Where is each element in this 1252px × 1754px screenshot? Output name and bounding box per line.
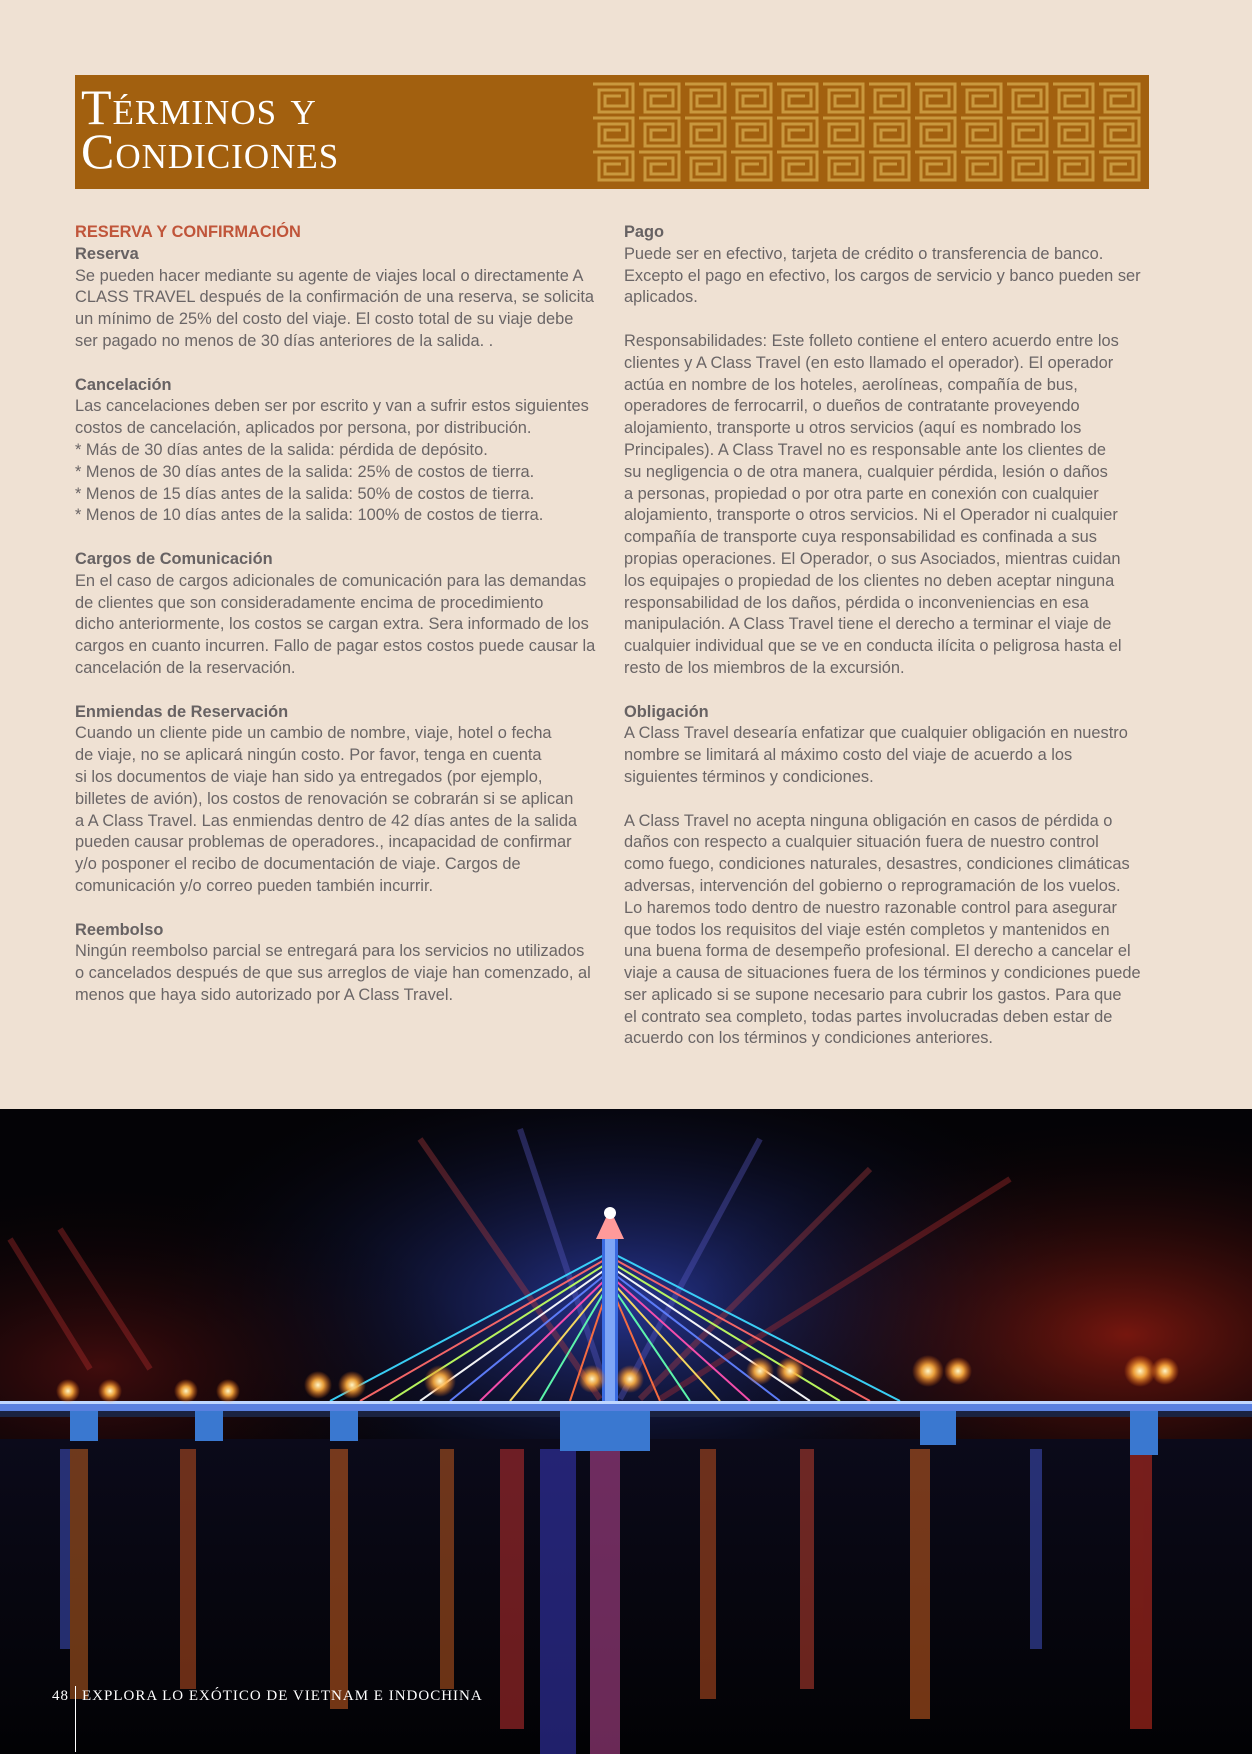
text-line: siguientes términos y condiciones. <box>624 767 874 786</box>
text-line: CLASS TRAVEL después de la confirmación de una reserva, se solicita <box>75 288 595 307</box>
text-line: aplicados. <box>624 288 698 307</box>
text-line: En el caso de cargos adicionales de comunicación para las demandas <box>75 571 587 590</box>
text-line: una buena forma de desempeño profesional. El derecho a cancelar el <box>624 942 1131 961</box>
text-line: ser aplicado si se supone necesario para cubrir los gastos. Para que <box>624 985 1122 1004</box>
text-line: adversas, intervención del gobierno o reprogramación de los vuelos. <box>624 876 1121 895</box>
text-line: el contrato sea completo, todas partes involucradas deben estar de <box>624 1007 1113 1026</box>
paragraph-obligacion-detalle <box>624 811 1154 1051</box>
paragraph-enmiendas <box>75 723 605 897</box>
left-column <box>75 222 605 1007</box>
title-banner <box>75 75 1149 189</box>
heading-reembolso: Reembolso <box>75 920 164 939</box>
greek-fret-pattern <box>590 81 1143 183</box>
paragraph-reserva <box>75 266 605 353</box>
text-line: a A Class Travel. Las enmiendas dentro de 42 días antes de la salida <box>75 811 578 830</box>
heading-pago: Pago <box>624 223 665 241</box>
text-line: cancelación de la reservación. <box>75 658 296 677</box>
text-line: pueden causar problemas de operadores., incapacidad de confirmar <box>75 833 572 852</box>
heading-enmiendas: Enmiendas de Reservación <box>75 702 289 721</box>
paragraph-reembolso <box>75 941 605 1006</box>
text-line: billetes de avión), los costos de renovación se cobrarán si se aplican <box>75 789 574 808</box>
text-line: su negligencia o de otra manera, cualquier pérdida, lesión o daños <box>624 462 1108 481</box>
text-line: Ningún reembolso parcial se entregará para los servicios no utilizados <box>75 942 585 961</box>
page-number: 48 <box>52 1688 69 1704</box>
list-item: * Menos de 10 días antes de la salida: 100% de costos de tierra. <box>75 506 544 525</box>
text-line: A Class Travel desearía enfatizar que cualquier obligación en nuestro <box>624 724 1128 743</box>
text-line: cargos en cuanto incurren. Fallo de pagar estos costos puede causar la <box>75 637 596 656</box>
text-line: dicho anteriormente, los costos se cargan extra. Sera informado de los <box>75 615 589 634</box>
text-line: si los documentos de viaje han sido ya entregados (por ejemplo, <box>75 767 543 786</box>
heading-cargos-comunicacion: Cargos de Comunicación <box>75 549 273 568</box>
page-title-line-1: Términos y <box>81 79 317 135</box>
text-line: responsabilidad de los daños, pérdida o inconveniencias en esa <box>624 593 1089 612</box>
text-line: costos de cancelación, aplicados por persona, por distribución. <box>75 419 532 438</box>
text-line: Lo haremos todo dentro de nuestro razonable control para asegurar <box>624 898 1117 917</box>
text-line: acuerdo con los términos y condiciones anteriores. <box>624 1029 993 1048</box>
right-column <box>624 222 1154 1050</box>
text-line: Responsabilidades: Este folleto contiene el entero acuerdo entre los <box>624 331 1119 350</box>
text-line: viaje a causa de situaciones fuera de los términos y condiciones puede <box>624 964 1141 983</box>
list-item: * Menos de 30 días antes de la salida: 25% de costos de tierra. <box>75 462 535 481</box>
page-title-line-2: Condiciones <box>81 123 340 179</box>
text-line: ser pagado no menos de 30 días anteriores de la salida. . <box>75 331 494 350</box>
list-item: * Más de 30 días antes de la salida: pérdida de depósito. <box>75 440 488 459</box>
heading-cancelacion: Cancelación <box>75 375 172 394</box>
text-line: comunicación y/o correo pueden también incurrir. <box>75 876 434 895</box>
text-line: nombre se limitará al máximo costo del viaje de acuerdo a los <box>624 746 1073 765</box>
text-line: de viaje, no se aplicará ningún costo. Por favor, tenga en cuenta <box>75 746 542 765</box>
text-line: que todos los requisitos del viaje estén completos y mantenidos en <box>624 920 1110 939</box>
footer-divider <box>75 1686 76 1752</box>
text-line: y/o posponer el recibo de documentación de viaje. Cargos de <box>75 855 521 874</box>
page-footer <box>52 1688 483 1754</box>
paragraph-cancelacion <box>75 396 605 527</box>
paragraph-obligacion <box>624 723 1154 788</box>
text-line: operadores de ferrocarril, o dueños de contratante proveyendo <box>624 397 1080 416</box>
text-line: A Class Travel no acepta ninguna obligación en casos de pérdida o <box>624 811 1113 830</box>
text-line: a personas, propiedad o por otra parte en conexión con cualquier <box>624 484 1099 503</box>
text-line: Excepto el pago en efectivo, los cargos de servicio y banco pueden ser <box>624 266 1141 285</box>
text-line: de clientes que son consideradamente encima de procedimiento <box>75 593 544 612</box>
page-title <box>81 79 340 179</box>
text-line: alojamiento, transporte o otros servicios. Ni el Operador ni cualquier <box>624 506 1118 525</box>
paragraph-responsabilidades <box>624 331 1154 680</box>
text-line: compañía de transporte cuya responsabilidad es confinada a sus <box>624 528 1097 547</box>
text-line: propias operaciones. El Operador, o sus Asociados, mientras cuidan <box>624 549 1121 568</box>
text-line: un mínimo de 25% del costo del viaje. El costo total de su viaje debe <box>75 310 574 329</box>
text-line: como fuego, condiciones naturales, desastres, condiciones climáticas <box>624 855 1130 874</box>
night-bridge-photo <box>0 1109 1252 1754</box>
text-line: Cuando un cliente pide un cambio de nombre, viaje, hotel o fecha <box>75 724 552 743</box>
text-line: Las cancelaciones deben ser por escrito y van a sufrir estos siguientes <box>75 397 589 416</box>
list-item: * Menos de 15 días antes de la salida: 50% de costos de tierra. <box>75 484 535 503</box>
text-line: clientes y A Class Travel (en esto llamado el operador). El operador <box>624 353 1114 372</box>
text-line: resto de los miembros de la excursión. <box>624 658 905 677</box>
text-line: Puede ser en efectivo, tarjeta de crédito o transferencia de banco. <box>624 244 1104 263</box>
bridge-illustration <box>0 1109 1252 1754</box>
heading-obligacion: Obligación <box>624 702 709 721</box>
text-line: alojamiento, transporte u otros servicios (aquí es nombrado los <box>624 419 1082 438</box>
text-line: daños con respecto a cualquier situación fuera de nuestro control <box>624 833 1099 852</box>
text-line: los equipajes o propiedad de los clientes no deben aceptar ninguna <box>624 571 1115 590</box>
footer-text: EXPLORA LO EXÓTICO DE VIETNAM E INDOCHINA <box>82 1688 483 1704</box>
text-line: Se pueden hacer mediante su agente de viajes local o directamente A <box>75 266 584 285</box>
text-line: manipulación. A Class Travel tiene el derecho a terminar el viaje de <box>624 615 1112 634</box>
text-line: o cancelados después de que sus arreglos de viaje han comenzado, al <box>75 964 591 983</box>
heading-reserva: Reserva <box>75 244 139 263</box>
text-line: menos que haya sido autorizado por A Class Travel. <box>75 985 454 1004</box>
section-title-reserva-confirmacion: RESERVA Y CONFIRMACIÓN <box>75 223 301 241</box>
paragraph-pago <box>624 244 1154 309</box>
paragraph-cargos <box>75 571 605 680</box>
text-line: actúa en nombre de los hoteles, aerolíneas, compañía de bus, <box>624 375 1078 394</box>
text-line: Principales). A Class Travel no es responsable ante los clientes de <box>624 440 1106 459</box>
text-line: cualquier individual que se ve en conducta ilícita o peligrosa hasta el <box>624 637 1122 656</box>
